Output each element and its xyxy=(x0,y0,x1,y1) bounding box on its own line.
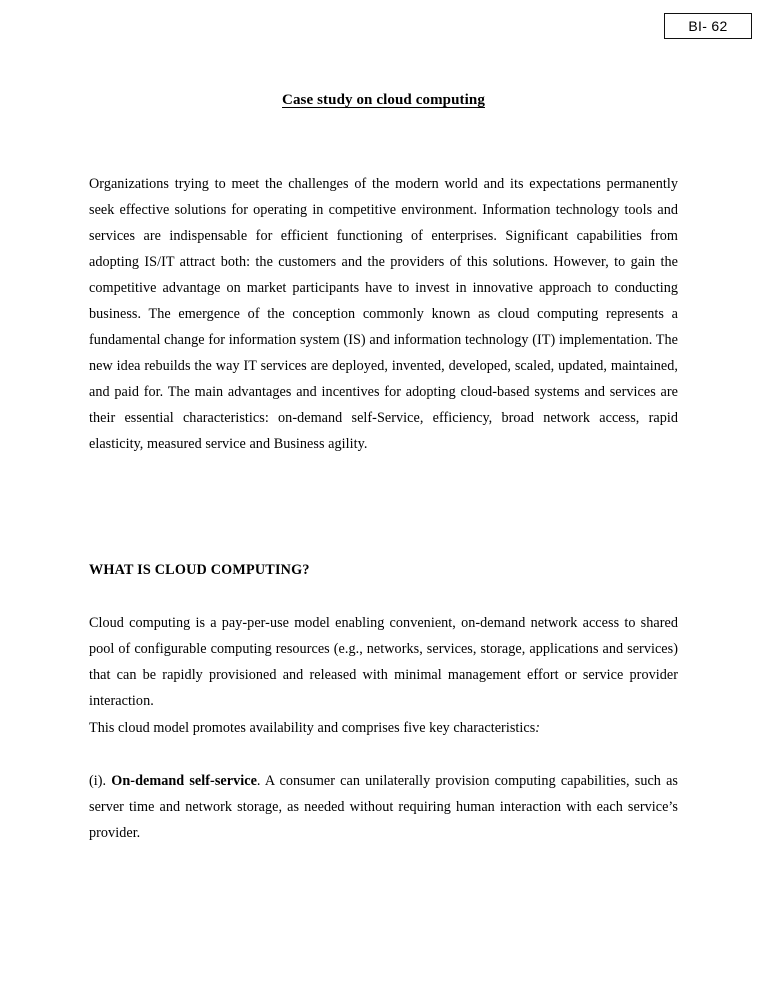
section-heading-what-is-cloud-computing: WHAT IS CLOUD COMPUTING? xyxy=(89,561,310,578)
promotes-lead-text: This cloud model promotes availability and comprises five key characteristics xyxy=(89,720,536,737)
characteristic-marker: (i). xyxy=(89,773,112,790)
paragraph-cloud-definition: Cloud computing is a pay-per-use model enabling convenient, on-demand network access to shared pool of configurable computing resources (e.g., networks, services, storage, applications and services) that can be rapidly provisioned and released with minimal management effort or service provider interaction. xyxy=(89,615,678,710)
page-title xyxy=(89,90,678,110)
page-header-stamp xyxy=(664,13,752,39)
page-title-text: Case study on cloud computing xyxy=(282,92,485,108)
characteristic-description: . A consumer can unilaterally provision computing capabilities, such as server time and network storage, as needed without requiring human interaction with each service’s provider. xyxy=(89,773,678,842)
paragraph-characteristic-on-demand-self-service xyxy=(89,768,678,846)
promotes-colon: : xyxy=(535,720,541,737)
paragraph-five-key-characteristics-lead xyxy=(89,715,678,741)
page-header-stamp-label: BI- 62 xyxy=(688,18,728,34)
paragraph-introduction: Organizations trying to meet the challenges of the modern world and its expectations permanently seek effective solutions for operating in competitive environment. Information technology tools and services are indispensable for efficient functioning of enterprises. Significant capabilities from adopting IS/IT attract both: the customers and the providers of this solutions. However, to gain the competitive advantage on market participants have to invest in innovative approach to conducting business. The emergence of the conception commonly known as cloud computing represents a fundamental change for information system (IS) and information technology (IT) implementation. The new idea rebuilds the way IT services are deployed, invented, developed, scaled, updated, maintained, and paid for. The main advantages and incentives for adopting cloud-based systems and services are their essential characteristics: on-demand self-Service, efficiency, broad network access, rapid elasticity, measured service and Business agility. xyxy=(89,176,678,453)
characteristic-term: On-demand self-service xyxy=(111,773,257,790)
